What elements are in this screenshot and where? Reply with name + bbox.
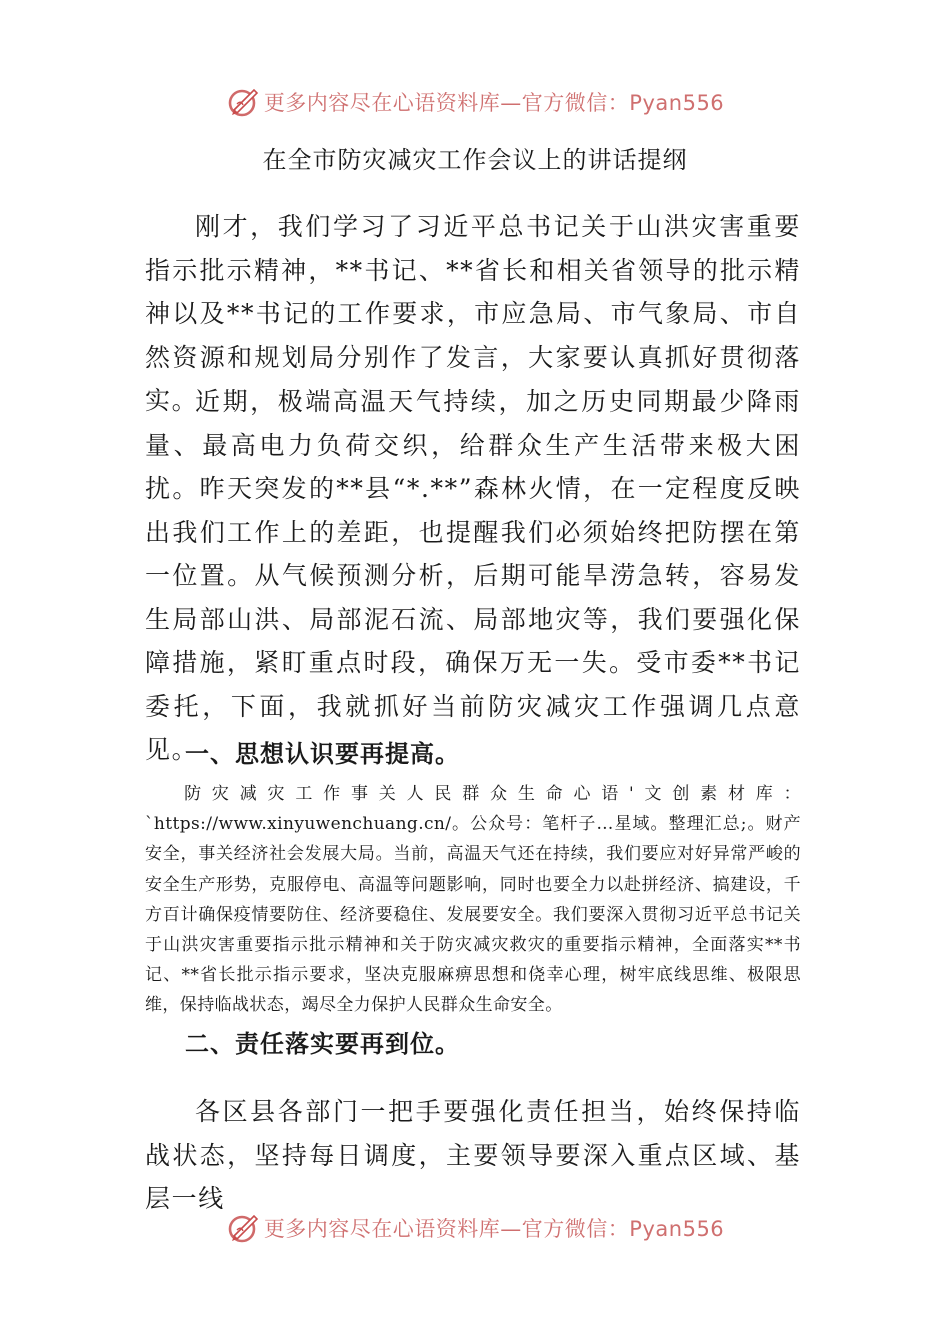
- section-heading: 二、责任落实要再到位。: [185, 1030, 460, 1058]
- header-watermark-banner: [0, 80, 950, 124]
- document-title: 在全市防灾减灾工作会议上的讲话提纲: [262, 146, 688, 174]
- watermark-text: 更多内容尽在心语资料库—官方微信：Pyan556: [263, 1217, 725, 1241]
- body-paragraph: 近期，极端高温天气持续，加之历史同期最少降雨量、最高电力负荷交织，给群众生产生活带来极大困扰。昨天突发的**县“*.**”森林火情，在一定程度反映出我们工作上的差距，也提醒我们必须始终把防摆在第一位置。从气候预测分析，后期可能旱涝急转，容易发生局部山洪、局部泥石流、局部地灾等，我们要强化保障措施，紧盯重点时段，确保万无一失。受市委**书记委托，下面，我就抓好当前防灾减灾工作强调几点意见。: [145, 387, 801, 764]
- footer-watermark-banner: [0, 1206, 950, 1250]
- section-heading: 一、思想认识要再提高。: [185, 740, 460, 768]
- pen-logo-icon: [226, 1210, 262, 1246]
- body-paragraph: 刚才，我们学习了习近平总书记关于山洪灾害重要指示批示精神，**书记、**省长和相关省领导的批示精神以及**书记的工作要求，市应急局、市气象局、市自然资源和规划局分别作了发言，大家要认真抓好贯彻落实。: [145, 212, 801, 415]
- watermark-text: 更多内容尽在心语资料库—官方微信：Pyan556: [263, 91, 725, 115]
- pen-logo-icon: [226, 84, 262, 120]
- body-paragraph: 各区县各部门一把手要强化责任担当，始终保持临战状态，坚持每日调度，主要领导要深入重点区域、基层一线: [145, 1097, 801, 1213]
- section-paragraph: 防灾减灾工作事关人民群众生命心语'文创素材库：`https://www.xinyuwenchuang.cn/。公众号：笔杆子…星域。整理汇总;。财产安全，事关经济社会发展大局。当前，高温天气还在持续，我们要应对好异常严峻的安全生产形势，克服停电、高温等问题影响，同时也要全力以赴拼经济、搞建设，千方百计确保疫情要防住、经济要稳住、发展要安全。我们要深入贯彻习近平总书记关于山洪灾害重要指示批示精神和关于防灾减灾救灾的重要指示精神，全面落实**书记、**省长批示指示要求，坚决克服麻痹思想和侥幸心理，树牢底线思维、极限思维，保持临战状态，竭尽全力保护人民群众生命安全。: [145, 784, 801, 1016]
